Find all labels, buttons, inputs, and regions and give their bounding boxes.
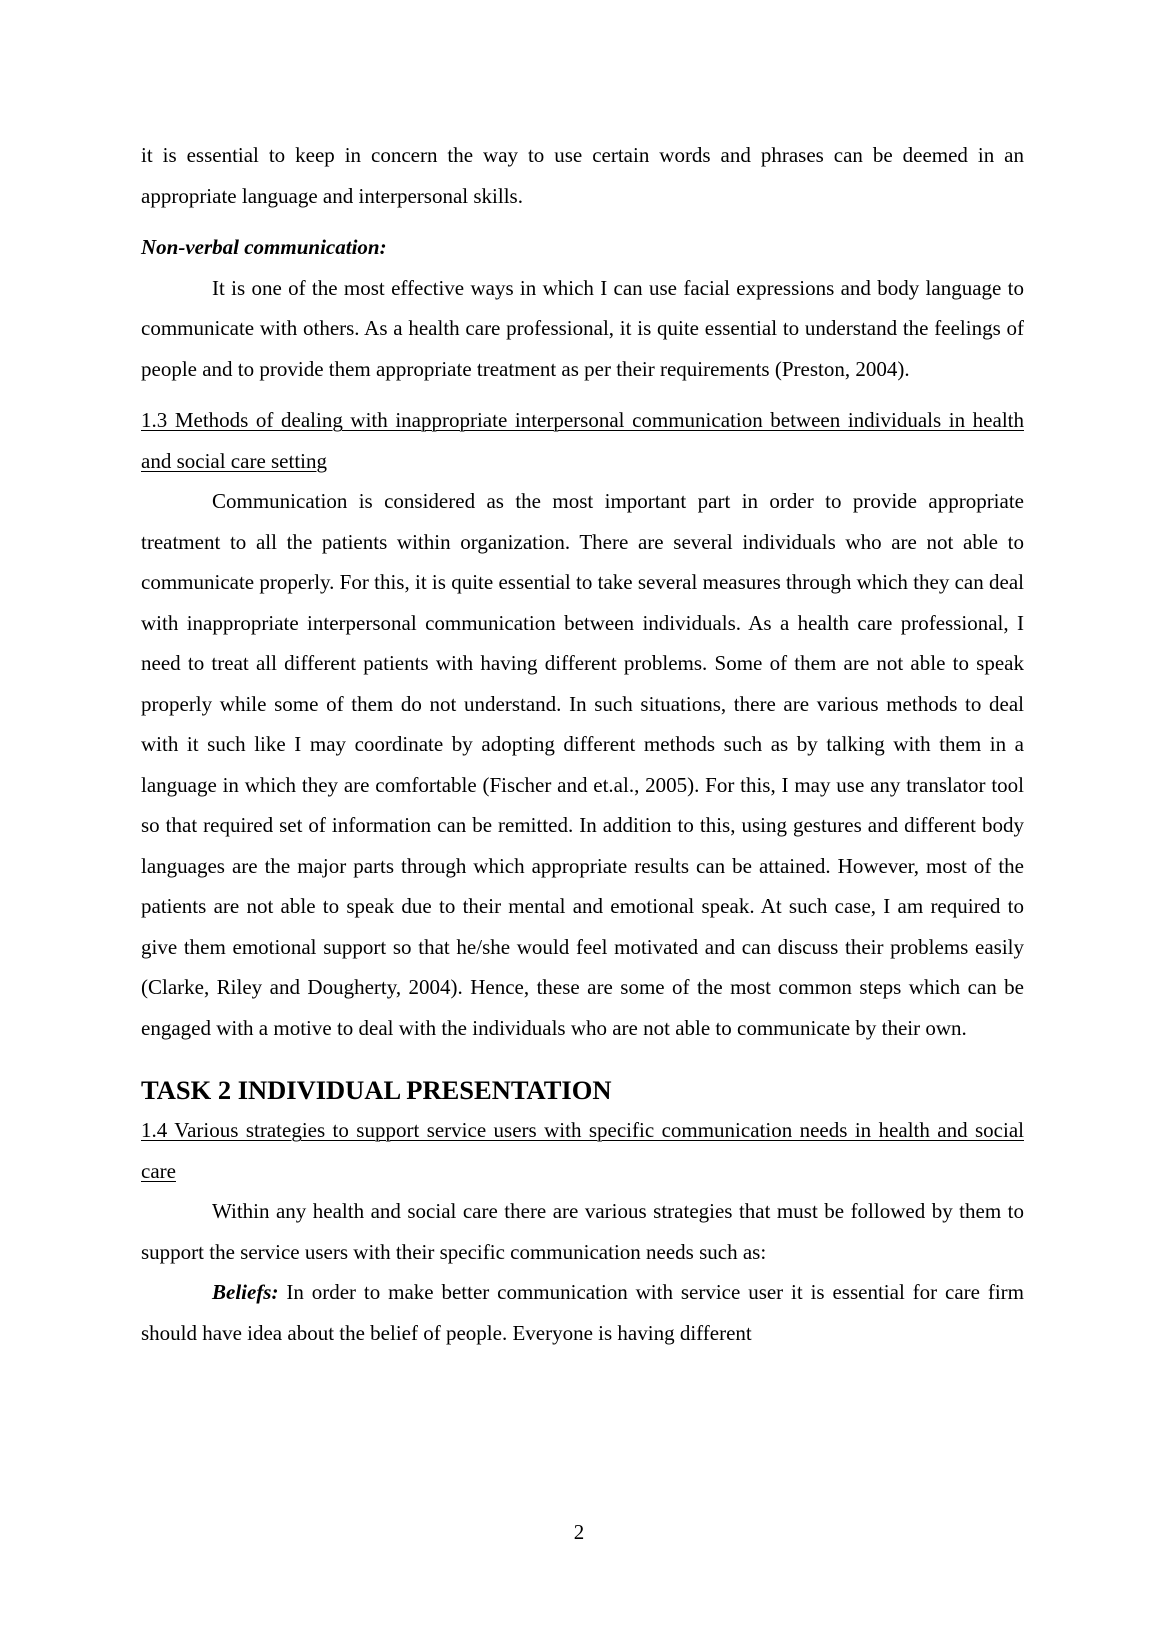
beliefs-term: Beliefs: bbox=[212, 1280, 279, 1304]
beliefs-body: In order to make better communication with service user it is essential for care firm should have idea about the belief of people. Everyone is having different bbox=[141, 1280, 1024, 1345]
section-1-4-paragraph: Within any health and social care there are various strategies that must be followed by them to support the service users with their specific communication needs such as: bbox=[141, 1199, 1024, 1264]
nonverbal-paragraph: It is one of the most effective ways in which I can use facial expressions and body language to communicate with others. As a health care professional, it is quite essential to understand the feelings of people and to provide them appropriate treatment as per their requirements (Preston, 2004). bbox=[141, 275, 1024, 381]
section-1-3-paragraph: Communication is considered as the most important part in order to provide appropriate treatment to all the patients within organization. There are several individuals who are not able to communicate properly. For this, it is quite essential to take several measures through which they can deal with inappropriate interpersonal communication between individuals. As a health care professional, I need to treat all different patients with having different problems. Some of them are not able to speak properly while some of them do not understand. In such situations, there are various methods to deal with it such like I may coordinate by adopting different methods such as by talking with them in a language in which they are comfortable (Fischer and et.al., 2005). For this, I may use any translator tool so that required set of information can be remitted. In addition to this, using gestures and different body languages are the major parts through which appropriate results can be attained. However, most of the patients are not able to speak due to their mental and emotional speak. At such case, I am required to give them emotional support so that he/she would feel motivated and can discuss their problems easily (Clarke, Riley and Dougherty, 2004). Hence, these are some of the most common steps which can be engaged with a motive to deal with the individuals who are not able to communicate by their own. bbox=[141, 489, 1024, 1040]
section-1-3-heading: 1.3 Methods of dealing with inappropriate interpersonal communication between individuals in health and social care setting bbox=[141, 408, 1024, 473]
task-2-heading: TASK 2 INDIVIDUAL PRESENTATION bbox=[141, 1075, 612, 1105]
page-number: 2 bbox=[573, 1520, 585, 1544]
page-body bbox=[141, 135, 1024, 1353]
nonverbal-heading: Non-verbal communication: bbox=[141, 235, 387, 259]
beliefs-paragraph bbox=[141, 1272, 1024, 1353]
intro-paragraph: it is essential to keep in concern the way to use certain words and phrases can be deemed in an appropriate language and interpersonal skills. bbox=[141, 143, 1024, 208]
section-1-4-heading: 1.4 Various strategies to support service users with specific communication needs in health and social care bbox=[141, 1118, 1024, 1183]
